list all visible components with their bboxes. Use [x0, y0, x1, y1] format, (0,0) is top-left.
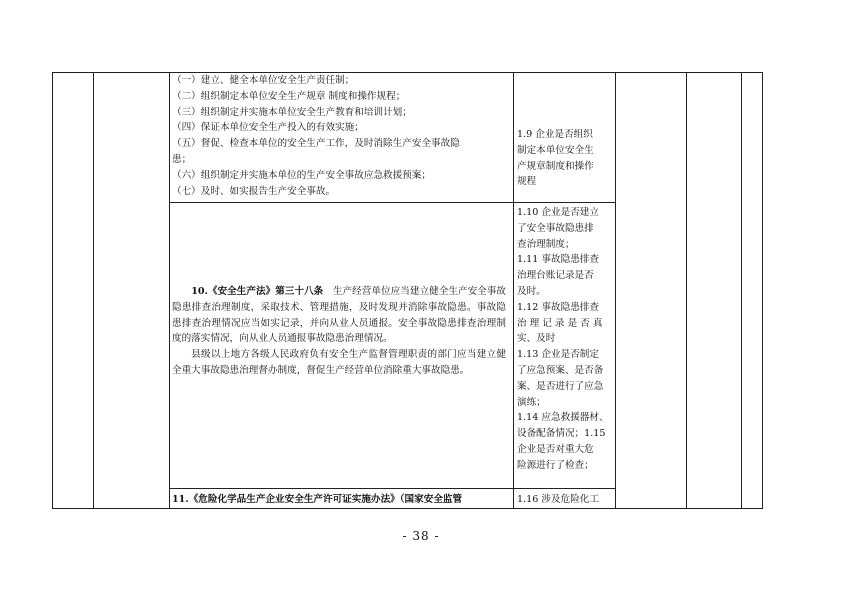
- list-item: （五）督促、检查本单位的安全生产工作，及时消除生产安全事故隐: [172, 138, 460, 150]
- check-line: 了应急预案、是否备: [517, 364, 604, 376]
- check-line: 治 理 记 录 是 否 真: [517, 317, 603, 329]
- row-divider: [169, 202, 615, 203]
- check-line: 及时。: [517, 285, 546, 297]
- duties-list: [172, 73, 508, 199]
- table-col-divider: [615, 73, 616, 508]
- check-line: 1.14 应急救援器材、: [517, 412, 609, 424]
- check-line: 设备配备情况；1.15: [517, 428, 606, 440]
- check-line: 1.9 企业是否组织: [517, 129, 593, 140]
- check-item: [517, 127, 611, 190]
- list-item: （三）组织制定并实施本单位安全生产教育和培训计划；: [172, 106, 412, 118]
- row-divider: [169, 488, 615, 489]
- list-item: （一）建立、健全本单位安全生产责任制；: [172, 75, 355, 86]
- check-line: 1.10 企业是否建立: [517, 207, 599, 218]
- check-line: 实、及时: [517, 333, 556, 345]
- table-col-divider: [513, 73, 514, 508]
- check-line: 治理台账记录是否: [517, 270, 594, 282]
- list-item: 患；: [172, 153, 192, 165]
- check-line: 查治理制度；: [517, 238, 575, 250]
- check-line: 演练；: [517, 396, 546, 408]
- check-line: 产规章制度和操作: [517, 160, 594, 172]
- table-col-divider: [686, 73, 687, 508]
- table-col-divider: [741, 73, 742, 508]
- article-38-para-2: 县级以上地方各级人民政府负有安全生产监督管理职责的部门应当建立健全重大事故隐患治理督办制度，督促生产经营单位消除重大事故隐患。: [172, 349, 506, 376]
- check-line: 案、是否进行了应急: [517, 380, 604, 392]
- check-line: 1.16 涉及危险化工: [517, 494, 599, 505]
- table-col-divider: [93, 73, 94, 508]
- check-item: [517, 205, 611, 474]
- article-38-para-1: [172, 284, 506, 347]
- check-line: 制定本单位安全生: [517, 144, 594, 156]
- list-item: （六）组织制定并实施本单位的生产安全事故应急救援预案；: [172, 169, 432, 181]
- check-line: 1.11 事故隐患排查: [517, 254, 599, 266]
- check-line: 险源进行了检查；: [517, 459, 594, 471]
- list-item: （七）及时、如实报告生产安全事故。: [172, 185, 336, 197]
- article-text: 生产经营单位应当建立健全生产安全事故隐患排查治理制度，采取技术、管理措施，及时发现并消除事故隐患。事故隐患排查治理情况应当如实记录，并向从业人员通报。安全事故隐患排查治理制度的落实情况，向从业人员通报事故隐患治理情况。: [172, 286, 507, 345]
- list-item: （二）组织制定本单位安全生产规章 制度和操作规程；: [172, 90, 406, 102]
- check-line: 1.12 事故隐患排查: [517, 301, 599, 313]
- page-number: - 38 -: [402, 529, 440, 543]
- check-item: [517, 492, 611, 508]
- article-heading: 10.《安全生产法》第三十八条: [191, 286, 324, 297]
- list-item: （四）保证本单位安全生产投入的有效实施；: [172, 122, 364, 134]
- table-col-divider: [169, 73, 170, 508]
- check-line: 1.13 企业是否制定: [517, 349, 599, 361]
- check-line: 了安全事故隐患排: [517, 222, 594, 234]
- article-38: [172, 284, 506, 379]
- check-line: 规程: [517, 176, 537, 188]
- check-line: 企业是否对重大危: [517, 443, 594, 455]
- article-11-heading: 11.《危险化学品生产企业安全生产许可证实施办法》（国家安全监管: [172, 494, 463, 505]
